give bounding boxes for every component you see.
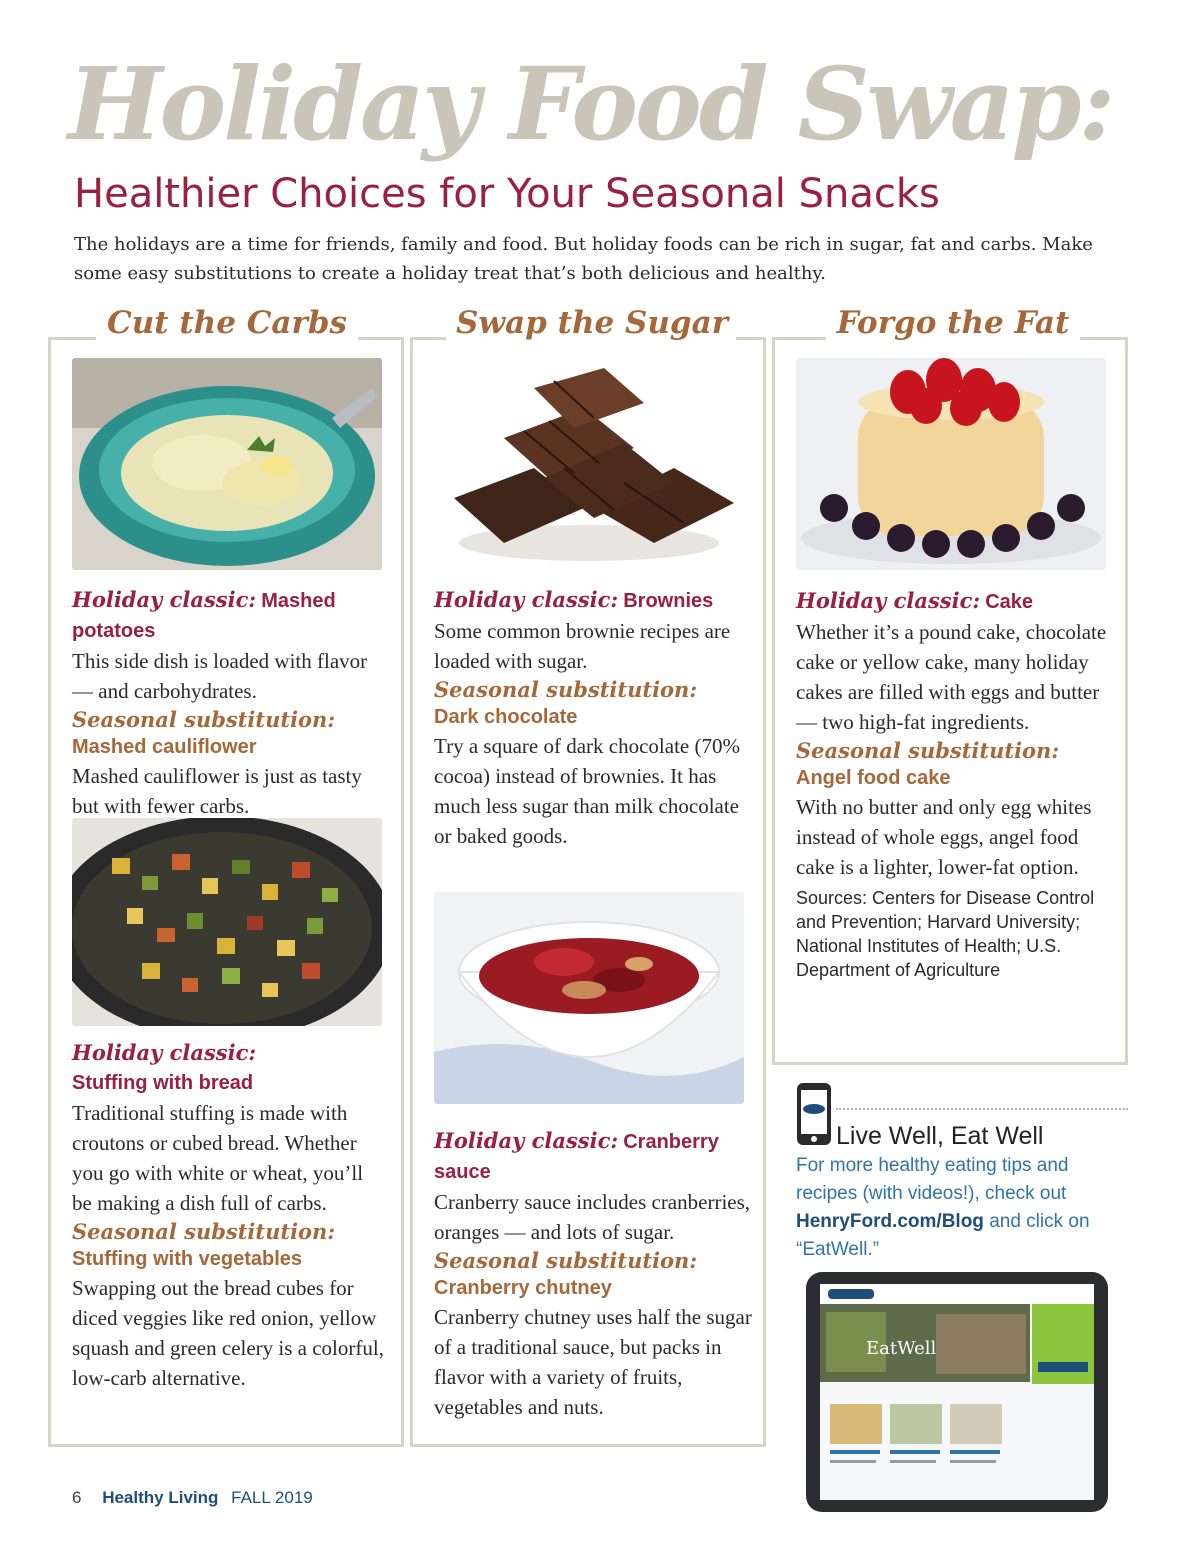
card-cranberry-sauce bbox=[434, 1126, 754, 1422]
sidebar-text bbox=[796, 1152, 1116, 1264]
holiday-classic-label: Holiday classic: bbox=[434, 1128, 619, 1153]
card-stuffing bbox=[72, 1038, 384, 1393]
smartphone-icon bbox=[796, 1082, 832, 1146]
vegetable-stuffing-photo bbox=[72, 818, 382, 1026]
mashed-potatoes-photo bbox=[72, 358, 382, 570]
card-brownies bbox=[434, 585, 754, 851]
issue-season: FALL 2019 bbox=[231, 1488, 313, 1507]
seasonal-substitution-label: Seasonal substitution: bbox=[796, 738, 1060, 763]
intro-paragraph: The holidays are a time for friends, family and food. But holiday foods can be rich in sugar, fat and carbs. Make some easy substitutions to create a holiday treat that’s both delicious and healthy. bbox=[74, 234, 1093, 284]
classic-description: Cranberry sauce includes cranberries, oranges — and lots of sugar. bbox=[434, 1190, 751, 1244]
page-footer bbox=[72, 1486, 313, 1510]
substitution-description: Swapping out the bread cubes for diced veggies like red onion, yellow squash and green celery is a colorful, low-carb alternative. bbox=[72, 1276, 384, 1390]
card-cake bbox=[796, 586, 1114, 982]
classic-name: Cranberry sauce bbox=[434, 1131, 719, 1183]
classic-description: Whether it’s a pound cake, chocolate cake or yellow cake, many holiday cakes are filled with eggs and butter — two high-fat ingredients. bbox=[796, 620, 1107, 734]
sidebar-heading: Live Well, Eat Well bbox=[836, 1122, 1044, 1150]
classic-name: Mashed potatoes bbox=[72, 590, 336, 642]
substitution-name: Cranberry chutney bbox=[434, 1277, 612, 1299]
magazine-name: Healthy Living bbox=[102, 1488, 219, 1507]
seasonal-substitution-label: Seasonal substitution: bbox=[72, 707, 336, 732]
dark-chocolate-photo bbox=[434, 358, 744, 570]
angel-food-cake-photo bbox=[796, 358, 1106, 570]
sidebar-text-before: For more healthy eating tips and recipes (with videos!), check out bbox=[796, 1155, 1069, 1204]
cranberry-chutney-photo bbox=[434, 892, 744, 1104]
tablet-blog-screenshot bbox=[806, 1272, 1108, 1512]
classic-description: Some common brownie recipes are loaded with sugar. bbox=[434, 619, 731, 673]
sources-note: Sources: Centers for Disease Control and Prevention; Harvard University; National Institutes of Health; U.S. Department of Agriculture bbox=[796, 888, 1095, 980]
blog-link[interactable]: HenryFord.com/Blog bbox=[796, 1211, 984, 1232]
card-mashed-potatoes bbox=[72, 585, 392, 821]
holiday-classic-label: Holiday classic: bbox=[796, 588, 981, 613]
heading-forgo-the-fat: Forgo the Fat bbox=[826, 302, 1080, 344]
substitution-name: Dark chocolate bbox=[434, 706, 578, 728]
tablet-eatwell-title: EatWell bbox=[866, 1338, 937, 1359]
page-title: Holiday Food Swap: bbox=[68, 45, 1113, 163]
substitution-name: Angel food cake bbox=[796, 767, 951, 789]
classic-name: Cake bbox=[985, 591, 1034, 613]
page-subtitle: Healthier Choices for Your Seasonal Snacks bbox=[74, 171, 940, 217]
classic-name: Brownies bbox=[623, 590, 714, 612]
sidebar-text-after: and click on “EatWell.” bbox=[796, 1211, 1090, 1260]
substitution-description: Try a square of dark chocolate (70% cocoa) instead of brownies. It has much less sugar than milk chocolate or baked goods. bbox=[434, 734, 740, 848]
substitution-description: Cranberry chutney uses half the sugar of a traditional sauce, but packs in flavor with a variety of fruits, vegetables and nuts. bbox=[434, 1305, 752, 1419]
holiday-classic-label: Holiday classic: bbox=[434, 587, 619, 612]
classic-name: Stuffing with bread bbox=[72, 1072, 254, 1094]
substitution-description: With no butter and only egg whites instead of whole eggs, angel food cake is a lighter, lower-fat option. bbox=[796, 795, 1092, 879]
sidebar-divider bbox=[836, 1108, 1128, 1110]
seasonal-substitution-label: Seasonal substitution: bbox=[434, 1248, 698, 1273]
page-number: 6 bbox=[72, 1488, 82, 1507]
holiday-classic-label: Holiday classic: bbox=[72, 1040, 257, 1065]
seasonal-substitution-label: Seasonal substitution: bbox=[72, 1219, 336, 1244]
classic-description: This side dish is loaded with flavor — and carbohydrates. bbox=[72, 649, 368, 703]
heading-cut-the-carbs: Cut the Carbs bbox=[96, 302, 358, 344]
substitution-name: Mashed cauliflower bbox=[72, 736, 257, 758]
seasonal-substitution-label: Seasonal substitution: bbox=[434, 677, 698, 702]
holiday-classic-label: Holiday classic: bbox=[72, 587, 257, 612]
substitution-description: Mashed cauliflower is just as tasty but with fewer carbs. bbox=[72, 764, 362, 818]
substitution-name: Stuffing with vegetables bbox=[72, 1248, 303, 1270]
heading-swap-the-sugar: Swap the Sugar bbox=[446, 302, 736, 344]
classic-description: Traditional stuffing is made with croutons or cubed bread. Whether you go with white or wheat, you’ll be making a dish full of carbs. bbox=[72, 1101, 364, 1215]
